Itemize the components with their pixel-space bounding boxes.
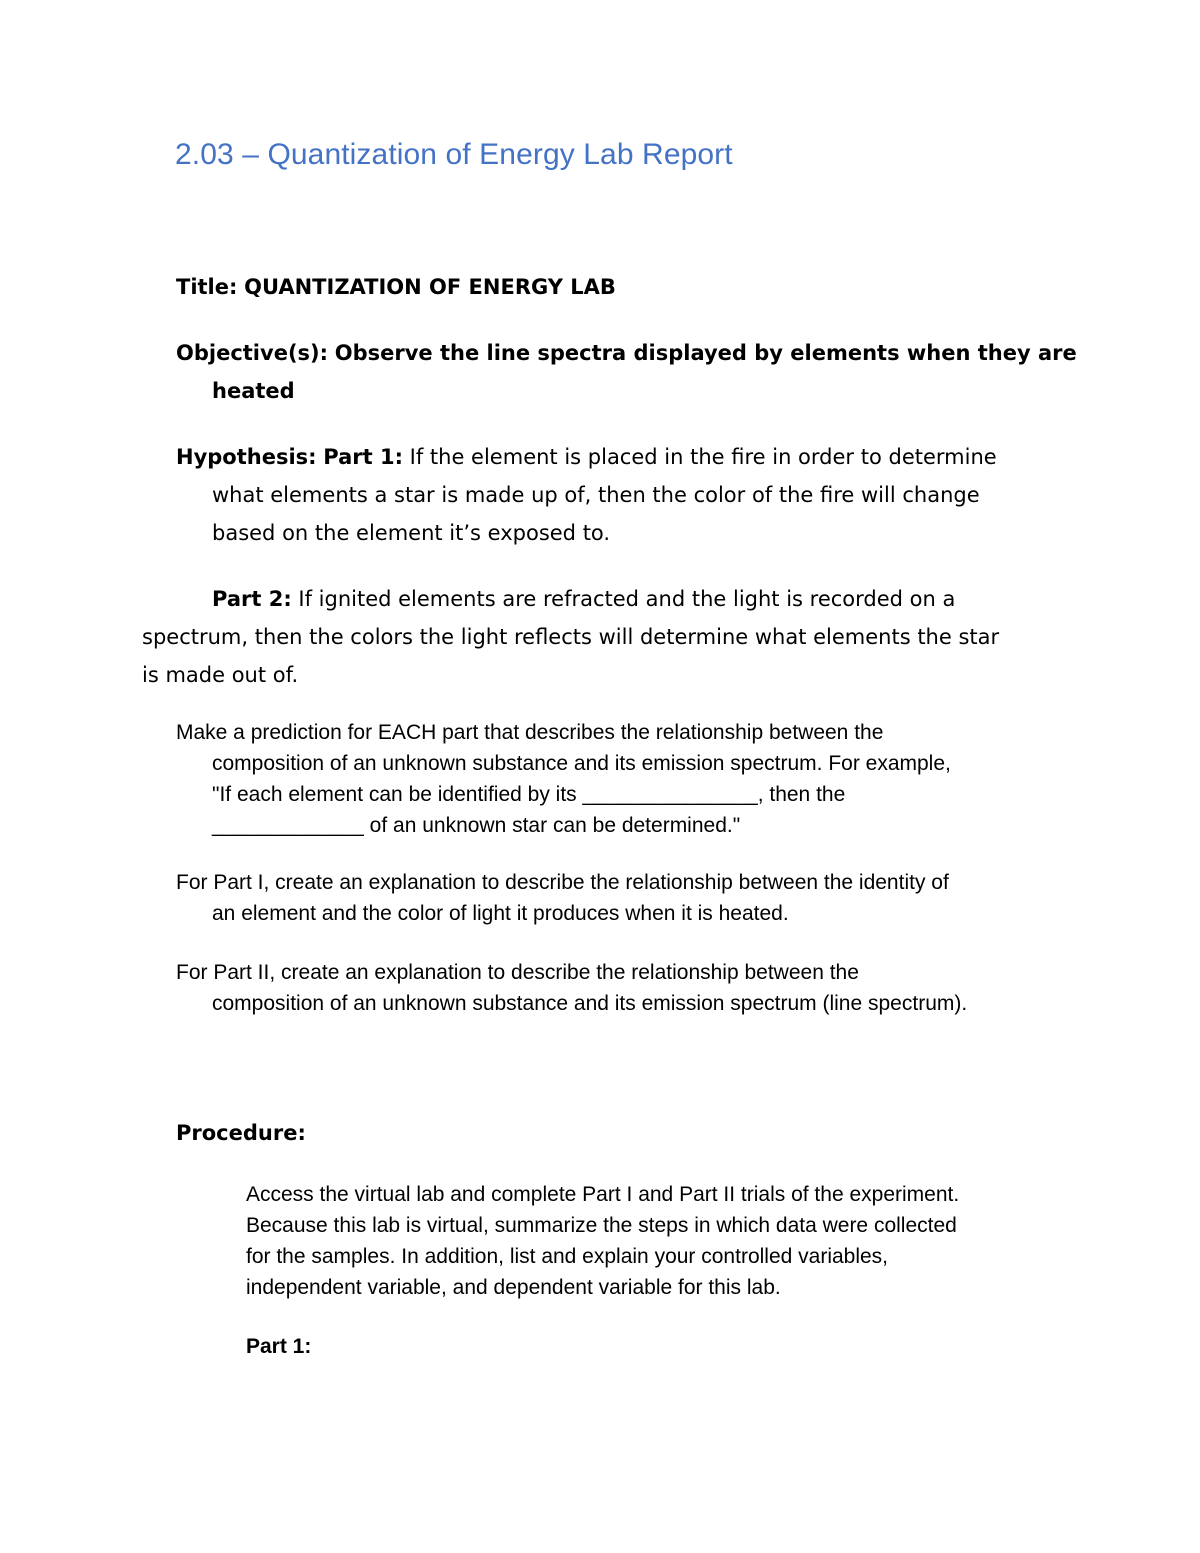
hypothesis-part2-line-1: If ignited elements are refracted and the light is recorded on a (298, 587, 956, 611)
part2-instructions-line-1: For Part II, create an explanation to describe the relationship between the (176, 961, 859, 984)
objective-label: Objective(s): (176, 341, 329, 365)
part1-instructions (176, 867, 949, 929)
hypothesis-part2-line-2: spectrum, then the colors the light reflects will determine what elements the star (142, 625, 1000, 649)
prediction-line-2: composition of an unknown substance and its emission spectrum. For example, (212, 752, 951, 775)
hypothesis-part1-line-2: what elements a star is made up of, then the color of the fire will change (212, 483, 980, 507)
hypothesis-label: Hypothesis: (176, 445, 317, 469)
hypothesis-part1-label: Part 1: (323, 445, 403, 469)
title-line (176, 268, 616, 306)
prediction-line-4: _____________ of an unknown star can be determined." (212, 814, 741, 837)
procedure-part1-heading: Part 1: (246, 1335, 312, 1358)
part2-instructions (176, 957, 967, 1019)
document-title: 2.03 – Quantization of Energy Lab Report (175, 138, 733, 171)
title-value: QUANTIZATION OF ENERGY LAB (244, 275, 616, 299)
procedure-line-1: Access the virtual lab and complete Part I and Part II trials of the experiment. (246, 1183, 960, 1206)
hypothesis-part2-paragraph (142, 580, 999, 694)
procedure-instructions (246, 1179, 959, 1303)
part2-instructions-line-2: composition of an unknown substance and its emission spectrum (line spectrum). (212, 992, 968, 1015)
hypothesis-part2-label: Part 2: (212, 587, 292, 611)
prediction-line-3: "If each element can be identified by its _______________, then the (212, 783, 846, 806)
hypothesis-part1-line-1: If the element is placed in the fire in order to determine (409, 445, 997, 469)
hypothesis-part1-line-3: based on the element it’s exposed to. (212, 521, 611, 545)
procedure-line-4: independent variable, and dependent variable for this lab. (246, 1276, 781, 1299)
procedure-line-3: for the samples. In addition, list and explain your controlled variables, (246, 1245, 889, 1268)
objective-paragraph (176, 334, 1077, 410)
objective-line-1: Observe the line spectra displayed by elements when they are (334, 341, 1077, 365)
part1-instructions-line-1: For Part I, create an explanation to describe the relationship between the identity of (176, 871, 949, 894)
hypothesis-part2-line-3: is made out of. (142, 663, 299, 687)
prediction-instructions (176, 717, 951, 841)
title-label: Title: (176, 275, 238, 299)
part1-instructions-line-2: an element and the color of light it produces when it is heated. (212, 902, 789, 925)
hypothesis-part1-paragraph (176, 438, 997, 552)
objective-line-2: heated (212, 379, 295, 403)
procedure-heading: Procedure: (176, 1121, 306, 1145)
procedure-line-2: Because this lab is virtual, summarize the steps in which data were collected (246, 1214, 957, 1237)
prediction-line-1: Make a prediction for EACH part that describes the relationship between the (176, 721, 884, 744)
